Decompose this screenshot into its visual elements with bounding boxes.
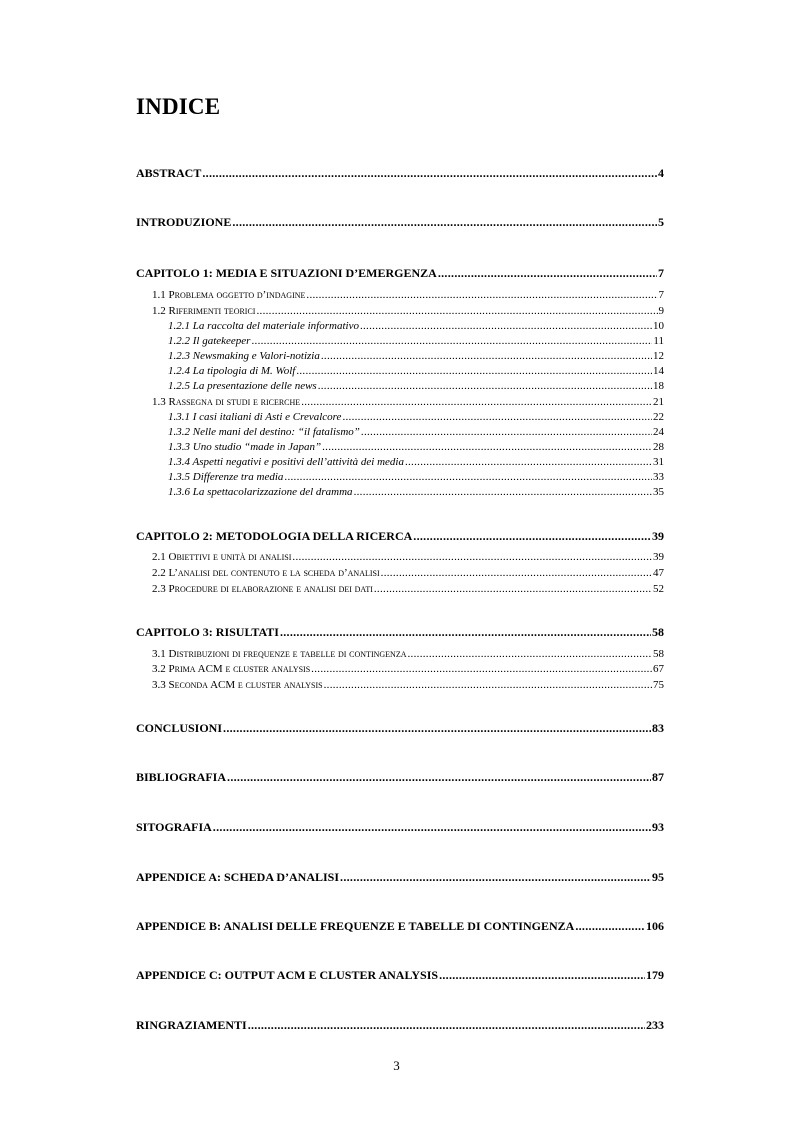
toc-entry-label: 1.2.3 Newsmaking e Valori-notizia — [168, 350, 320, 362]
dot-leader — [354, 486, 652, 498]
toc-entry-page: 7 — [658, 266, 664, 280]
toc-entry-label: 1.3.2 Nelle mani del destino: “il fatalismo” — [168, 426, 360, 438]
toc-entry[interactable] — [152, 305, 664, 317]
toc-entry-page: 47 — [653, 567, 664, 579]
toc-entry-label: 1.3.6 La spettacolarizzazione del dramma — [168, 486, 353, 498]
toc-entry-label: BIBLIOGRAFIA — [136, 770, 227, 784]
toc-entry-page: 58 — [653, 648, 664, 660]
toc-entry-label: CONCLUSIONI — [136, 721, 223, 735]
toc-entry-label: CAPITOLO 1: MEDIA E SITUAZIONI D’EMERGENZA — [136, 266, 437, 280]
toc-entry-page: 58 — [652, 625, 664, 639]
toc-entry-label: 1.3.3 Uno studio “made in Japan” — [168, 441, 322, 453]
toc-entry-page: 106 — [646, 919, 664, 933]
toc-entry-label: 1.3.4 Aspetti negativi e positivi dell’attività dei media — [168, 456, 404, 468]
toc-entry[interactable] — [168, 426, 664, 438]
toc-entry-page: 28 — [653, 441, 664, 453]
toc-entry[interactable] — [136, 1018, 664, 1033]
dot-leader — [232, 215, 657, 230]
toc-entry-label: 1.2.2 Il gatekeeper — [168, 335, 251, 347]
toc-entry-page: 31 — [653, 456, 664, 468]
dot-leader — [251, 335, 652, 347]
dot-leader — [292, 551, 652, 563]
toc-entry-label: APPENDICE B: ANALISI DELLE FREQUENZE E TABELLE DI CONTINGENZA — [136, 919, 575, 933]
toc-entry-page: 21 — [653, 396, 664, 408]
dot-leader — [360, 320, 652, 332]
toc-entry-label: 1.2.1 La raccolta del materiale informativo — [168, 320, 359, 332]
dot-leader — [248, 1018, 645, 1033]
toc-entry[interactable] — [168, 335, 664, 347]
toc-entry-label: 1.2 Riferimenti teorici — [152, 305, 256, 317]
toc-entry-label: 1.2.5 La presentazione delle news — [168, 380, 317, 392]
toc-entry[interactable] — [136, 968, 664, 983]
toc-entry[interactable] — [136, 919, 664, 934]
dot-leader — [324, 679, 652, 691]
toc-entry-page: 18 — [653, 380, 664, 392]
dot-leader — [340, 870, 651, 885]
toc-entry[interactable] — [168, 441, 664, 453]
toc-entry-label: 1.2.4 La tipologia di M. Wolf — [168, 365, 296, 377]
toc-entry-page: 233 — [646, 1018, 664, 1032]
toc-entry-label: CAPITOLO 3: RISULTATI — [136, 625, 279, 639]
dot-leader — [575, 919, 645, 934]
toc-entry-page: 9 — [658, 305, 664, 317]
dot-leader — [405, 456, 652, 468]
dot-leader — [318, 380, 652, 392]
dot-leader — [306, 289, 657, 301]
toc-entry-label: 2.2 L’analisi del contenuto e la scheda d’analisi — [152, 567, 380, 579]
toc-entry-label: 3.1 Distribuzioni di frequenze e tabelle di contingenza — [152, 648, 407, 660]
toc-entry-label: 3.3 Seconda ACM e cluster analysis — [152, 679, 323, 691]
dot-leader — [202, 166, 657, 181]
toc-entry-page: 14 — [653, 365, 664, 377]
toc-entry-label: SITOGRAFIA — [136, 820, 212, 834]
toc-entry[interactable] — [136, 166, 664, 181]
toc-entry-page: 22 — [653, 411, 664, 423]
toc-entry[interactable] — [136, 625, 664, 640]
dot-leader — [321, 350, 652, 362]
toc-entry-page: 35 — [653, 486, 664, 498]
dot-leader — [311, 663, 652, 675]
toc-entry[interactable] — [136, 529, 664, 544]
page-number: 3 — [393, 1058, 400, 1073]
toc-entry[interactable] — [152, 583, 664, 595]
dot-leader — [227, 770, 651, 785]
toc-entry-page: 67 — [653, 663, 664, 675]
toc-entry[interactable] — [152, 648, 664, 660]
toc-entry[interactable] — [136, 820, 664, 835]
toc-entry[interactable] — [152, 679, 664, 691]
toc-entry[interactable] — [168, 411, 664, 423]
toc-entry-page: 11 — [653, 335, 664, 347]
toc-entry-label: 2.1 Obiettivi e unità di analisi — [152, 551, 292, 563]
dot-leader — [439, 968, 645, 983]
toc-entry-label: 1.3.1 I casi italiani di Asti e Crevalcore — [168, 411, 342, 423]
toc-entry[interactable] — [152, 396, 664, 408]
toc-entry-label: INTRODUZIONE — [136, 215, 232, 229]
toc-entry[interactable] — [168, 380, 664, 392]
dot-leader — [408, 648, 653, 660]
toc-entry-page: 52 — [653, 583, 664, 595]
dot-leader — [322, 441, 652, 453]
dot-leader — [381, 567, 652, 579]
page-title: INDICE — [136, 94, 221, 119]
dot-leader — [213, 820, 651, 835]
toc-entry-page: 5 — [658, 215, 664, 229]
toc-entry-page: 12 — [653, 350, 664, 362]
toc-entry-page: 24 — [653, 426, 664, 438]
toc-entry[interactable] — [136, 721, 664, 736]
toc-entry-page: 39 — [652, 529, 664, 543]
toc-entry[interactable] — [136, 215, 664, 230]
dot-leader — [280, 625, 651, 640]
dot-leader — [374, 583, 652, 595]
toc-entry[interactable] — [136, 770, 664, 785]
dot-leader — [296, 365, 652, 377]
toc-entry-page: 75 — [653, 679, 664, 691]
toc-entry-label: 1.3 Rassegna di studi e ricerche — [152, 396, 301, 408]
dot-leader — [438, 266, 657, 281]
toc-entry[interactable] — [168, 320, 664, 332]
toc-entry-label: 1.3.5 Differenze tra media — [168, 471, 284, 483]
toc-entry[interactable] — [168, 486, 664, 498]
toc-entry-label: 1.1 Problema oggetto d’indagine — [152, 289, 306, 301]
toc-entry-page: 83 — [652, 721, 664, 735]
dot-leader — [361, 426, 652, 438]
toc-entry[interactable] — [168, 471, 664, 483]
toc-entry-page: 4 — [658, 166, 664, 180]
toc-entry-label: APPENDICE A: SCHEDA D’ANALISI — [136, 870, 340, 884]
toc-entry-label: ABSTRACT — [136, 166, 202, 180]
toc-entry[interactable] — [136, 266, 664, 281]
toc-entry[interactable] — [168, 456, 664, 468]
toc-entry-page: 7 — [658, 289, 664, 301]
toc-entry-label: 2.3 Procedure di elaborazione e analisi dei dati — [152, 583, 373, 595]
toc-entry-page: 39 — [653, 551, 664, 563]
dot-leader — [413, 529, 651, 544]
toc-entry-label: 3.2 Prima ACM e cluster analysis — [152, 663, 311, 675]
toc-entry-label: APPENDICE C: OUTPUT ACM E CLUSTER ANALYSIS — [136, 968, 439, 982]
toc-entry-page: 10 — [653, 320, 664, 332]
toc-entry-page: 33 — [653, 471, 664, 483]
dot-leader — [223, 721, 651, 736]
dot-leader — [301, 396, 652, 408]
toc-entry[interactable] — [168, 365, 664, 377]
toc-entry-page: 179 — [646, 968, 664, 982]
dot-leader — [256, 305, 657, 317]
toc-entry-page: 93 — [652, 820, 664, 834]
toc-entry[interactable] — [152, 663, 664, 675]
toc-entry[interactable] — [168, 350, 664, 362]
toc-entry[interactable] — [152, 289, 664, 301]
toc-entry[interactable] — [152, 567, 664, 579]
toc-entry-page: 87 — [652, 770, 664, 784]
toc-entry[interactable] — [152, 551, 664, 563]
toc-entry-label: RINGRAZIAMENTI — [136, 1018, 247, 1032]
toc-entry-label: CAPITOLO 2: METODOLOGIA DELLA RICERCA — [136, 529, 413, 543]
dot-leader — [284, 471, 652, 483]
toc-entry[interactable] — [136, 870, 664, 885]
dot-leader — [342, 411, 652, 423]
toc-entry-page: 95 — [652, 870, 664, 884]
